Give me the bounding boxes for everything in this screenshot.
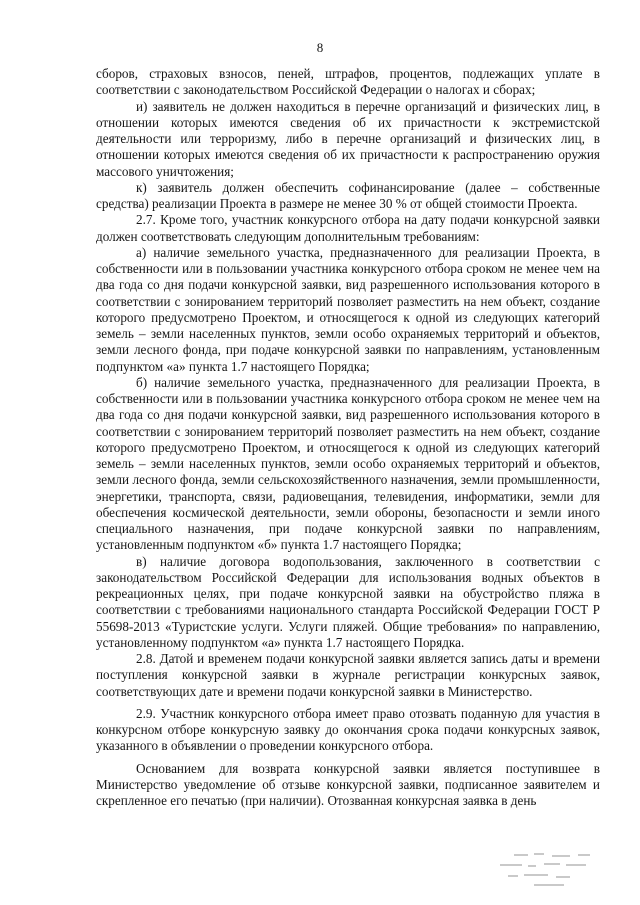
paragraph-return-basis: Основанием для возврата конкурсной заявки является поступившее в Министерство уведомление об отзыве конкурсной заявки, подписанное заявителем и скрепленное его печатью (при наличии). Отозванная конкурсная заявка в день bbox=[96, 760, 600, 808]
document-body bbox=[96, 66, 600, 809]
paragraph-2-8: 2.8. Датой и временем подачи конкурсной заявки является запись даты и времени поступления конкурсной заявки в журнале регистрации конкурсных заявок, соответствующих дате и времени подачи конкурсной заявки в Министерство. bbox=[96, 651, 600, 699]
paragraph-item-a: а) наличие земельного участка, предназначенного для реализации Проекта, в собственности или в пользовании участника конкурсного отбора сроком не менее чем на два года со дня подачи конкурсной заявки, вид разрешенного использования которого в соответствии с зонированием территорий позволяет разместить на нем объект, создание которого предусмотрено Проектом, и относящегося к одной из следующих категорий земель – земли населенных пунктов, земли особо охраняемых территорий и объектов, земли лесного фонда, при подаче конкурсной заявки по направлениям, установленным подпунктом «а» пункта 1.7 настоящего Порядка; bbox=[96, 244, 600, 374]
paragraph-tax-obligations: сборов, страховых взносов, пеней, штрафов, процентов, подлежащих уплате в соответствии с законодательством Российской Федерации о налогах и сборах; bbox=[96, 66, 600, 98]
paragraph-item-k: к) заявитель должен обеспечить софинансирование (далее – собственные средства) реализации Проекта в размере не менее 30 % от общей стоимости Проекта. bbox=[96, 179, 600, 211]
paragraph-item-v: в) наличие договора водопользования, заключенного в соответствии с законодательством Российской Федерации для использования водных объектов в рекреационных целях, при подаче конкурсной заявки на обустройство пляжа в соответствии с требованиями национального стандарта Российской Федерации ГОСТ Р 55698-2013 «Туристские услуги. Услуги пляжей. Общие требования» по направлению, установленному подпунктом «а» пункта 1.7 настоящего Порядка. bbox=[96, 553, 600, 650]
paragraph-2-7: 2.7. Кроме того, участник конкурсного отбора на дату подачи конкурсной заявки должен соответствовать следующим дополнительным требованиям: bbox=[96, 212, 600, 244]
paragraph-item-i: и) заявитель не должен находиться в перечне организаций и физических лиц, в отношении которых имеются сведения об их причастности к экстремистской деятельности или терроризму, либо в перечне организаций и физических лиц, в отношении которых имеются сведения об их причастности к распространению оружия массового уничтожения; bbox=[96, 98, 600, 179]
paragraph-item-b: б) наличие земельного участка, предназначенного для реализации Проекта, в собственности или в пользовании участника конкурсного отбора сроком не менее чем на два года со дня подачи конкурсной заявки, вид разрешенного использования которого в соответствии с зонированием территорий позволяет разместить на нем объект, создание которого предусмотрено Проектом, и относящегося к одной из следующих категорий земель – земли населенных пунктов, земли особо охраняемых территорий и объектов, земли лесного фонда, земли сельскохозяйственного назначения, земли промышленности, энергетики, транспорта, связи, радиовещания, телевидения, информатики, земли для обеспечения космической деятельности, земли обороны, безопасности и земли иного специального назначения, при подаче конкурсной заявки по направлениям, установленным подпунктом «б» пункта 1.7 настоящего Порядка; bbox=[96, 374, 600, 553]
page-number: 8 bbox=[316, 40, 324, 55]
faint-stamp-mark bbox=[494, 850, 604, 890]
paragraph-2-9: 2.9. Участник конкурсного отбора имеет право отозвать поданную для участия в конкурсном отборе конкурсную заявку до окончания срока подачи конкурсных заявок, указанного в объявлении о проведении конкурсного отбора. bbox=[96, 705, 600, 754]
